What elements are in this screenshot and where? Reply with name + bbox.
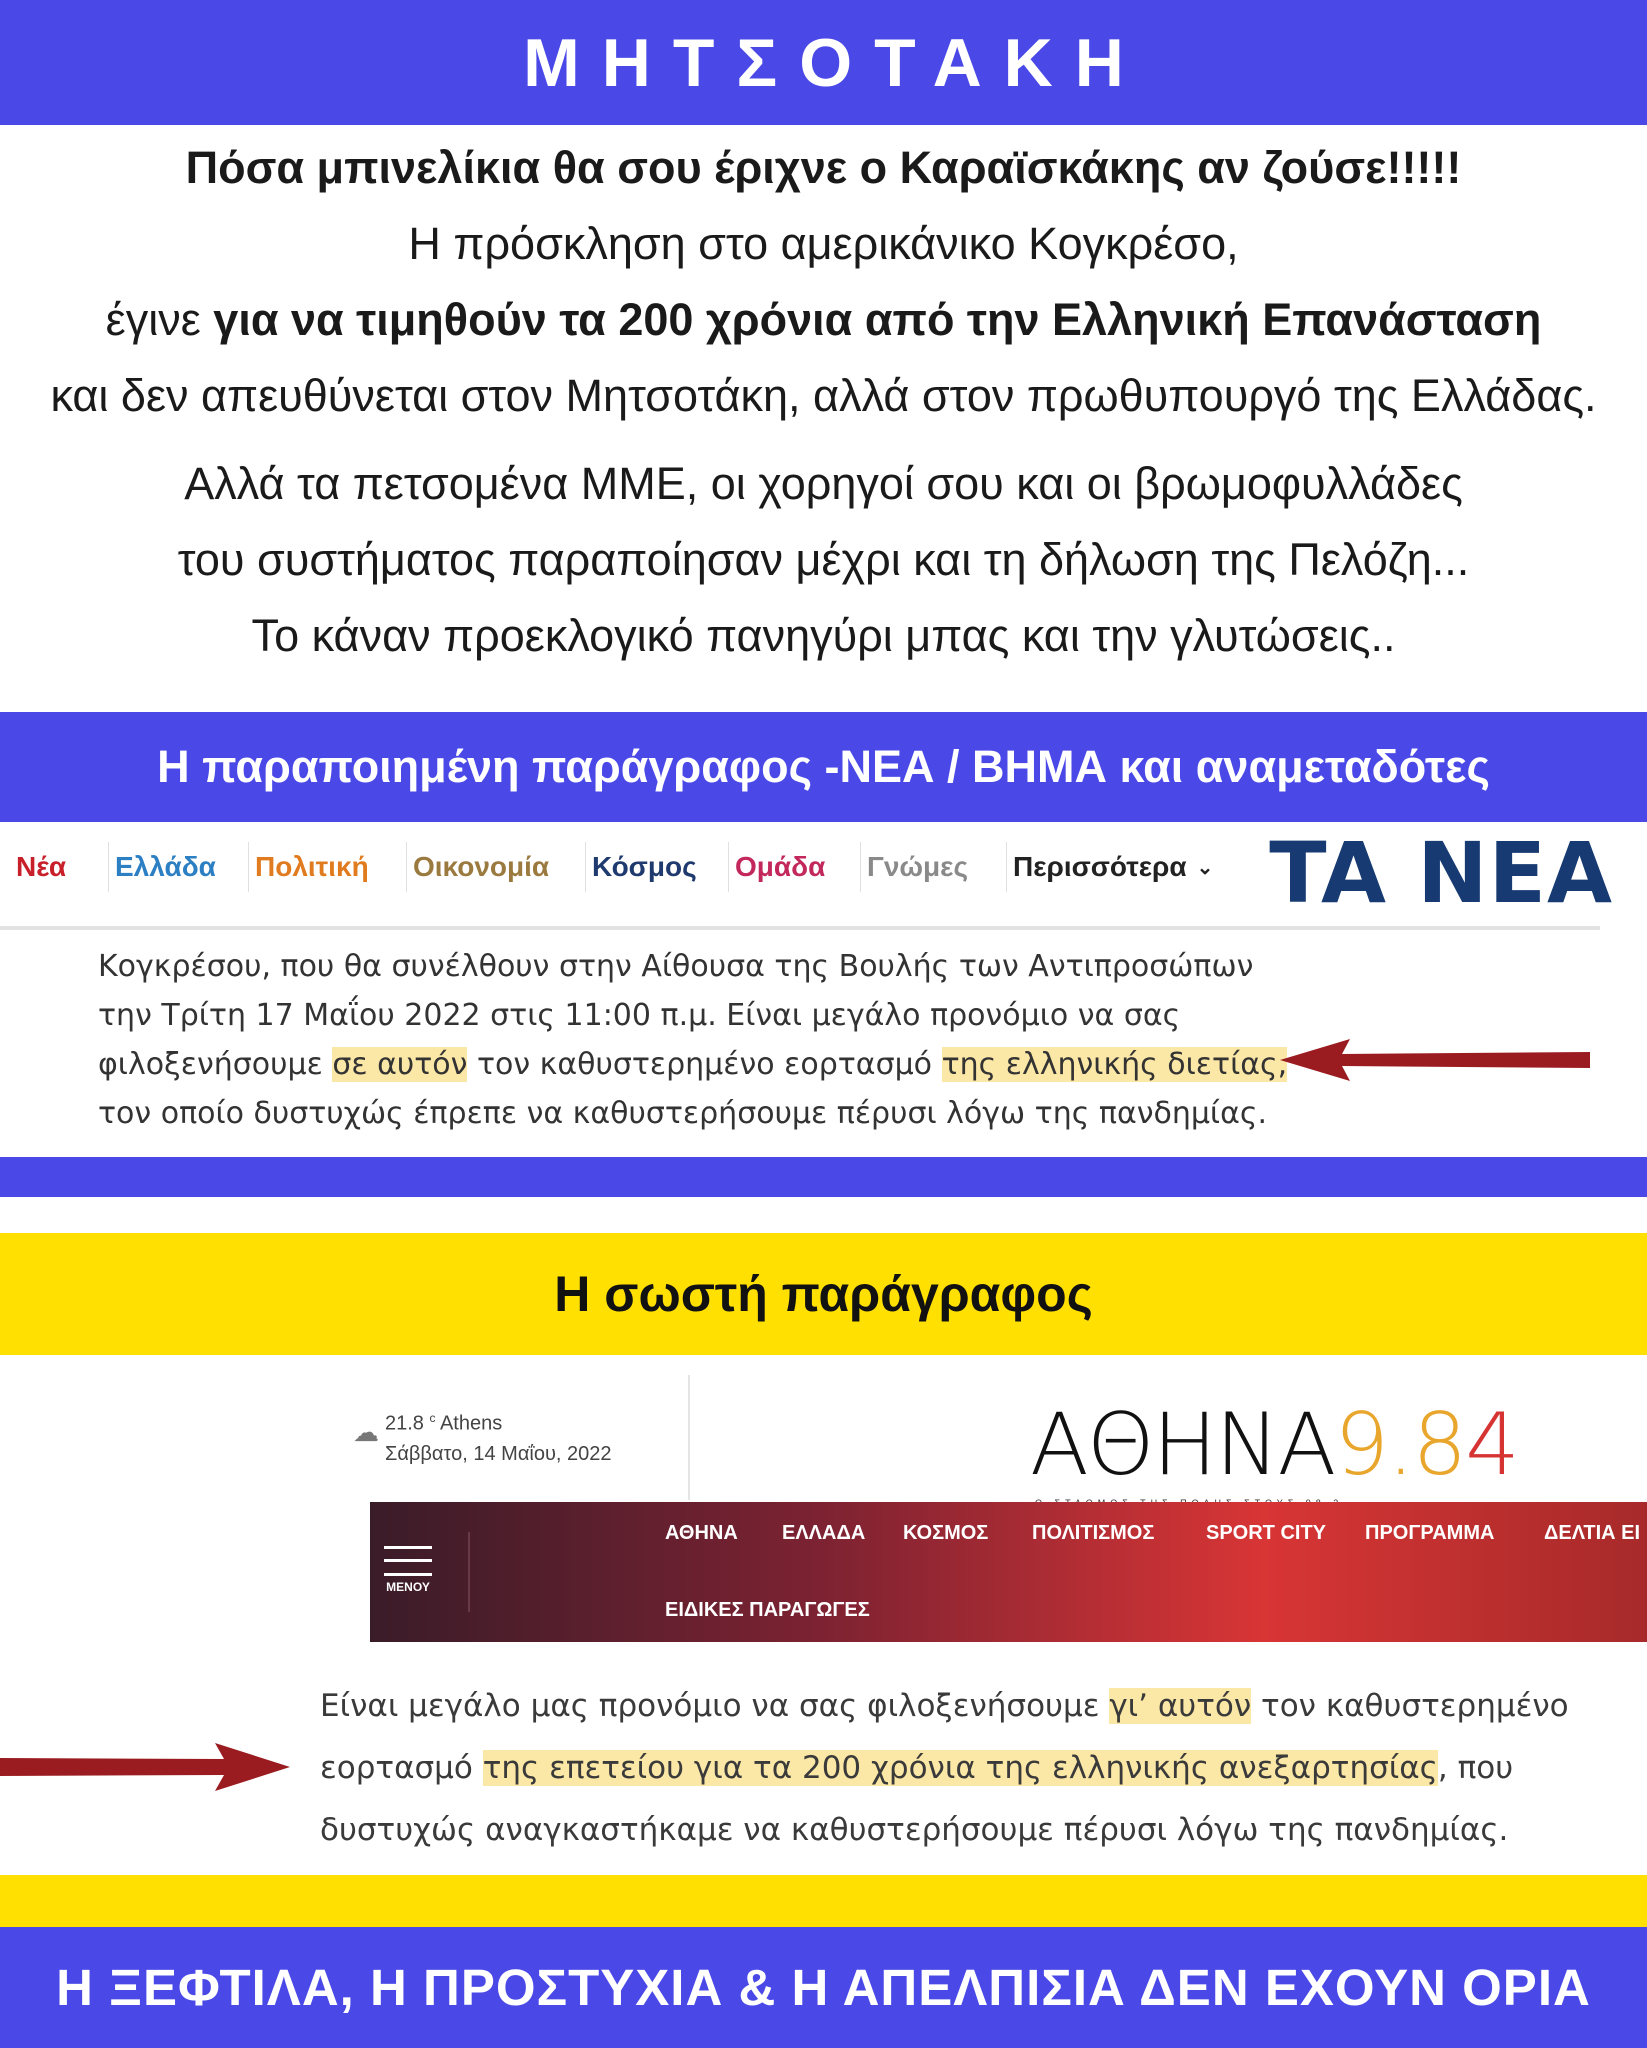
- nav-label: Νέα: [16, 851, 67, 882]
- athina-para-line-3: δυστυχώς αναγκαστήκαμε να καθυστερήσουμε πέρυσι λόγω της πανδημίας.: [320, 1812, 1509, 1848]
- tanea-nav: [0, 822, 1647, 922]
- highlight-span: της ελληνικής διετίας,: [941, 1047, 1288, 1082]
- nav-label: Ομάδα: [735, 851, 826, 882]
- arrow-left-icon: [1280, 1035, 1590, 1085]
- correct-section-band: [0, 1233, 1647, 1355]
- intro-line-3-prefix: έγινε: [105, 294, 214, 345]
- fake-section-band: [0, 712, 1647, 822]
- text-span: τον καθυστερημένο: [1251, 1688, 1569, 1724]
- nav-label: Περισσότερα: [1013, 851, 1187, 882]
- chevron-down-icon: ⌄: [1196, 856, 1214, 879]
- nav-item-perissotera[interactable]: [1006, 842, 1213, 892]
- menu-item-sport-city[interactable]: SPORT CITY: [1206, 1522, 1327, 1544]
- text-span: φιλοξενήσουμε: [98, 1047, 333, 1082]
- text-span: τον καθυστερημένο εορτασμό: [467, 1047, 942, 1082]
- text-span: , που: [1437, 1750, 1514, 1786]
- header-divider: [688, 1375, 690, 1500]
- intro-line-3-bold: για να τιμηθούν τα 200 χρόνια από την Ελληνική Επανάσταση: [213, 294, 1542, 345]
- menu-item-kosmos[interactable]: ΚΟΣΜΟΣ: [903, 1522, 989, 1544]
- highlight-span: γι’ αυτόν: [1109, 1688, 1252, 1724]
- menu-button[interactable]: [384, 1546, 432, 1594]
- menu-item-ellada[interactable]: ΕΛΛΑΔΑ: [782, 1522, 866, 1544]
- nav-item-nea[interactable]: [10, 842, 66, 892]
- yellow-divider-band: [0, 1875, 1647, 1927]
- logo-number: 9.8: [1334, 1395, 1466, 1495]
- tanea-para-line-1: Κογκρέσου, που θα συνέλθουν στην Αίθουσα της Βουλής των Αντιπροσώπων: [98, 949, 1254, 984]
- intro-line-2: Η πρόσκληση στο αμερικάνικο Κογκρέσο,: [408, 218, 1239, 269]
- blue-divider-band: [0, 1157, 1647, 1197]
- athina-screenshot: [0, 1355, 1647, 1875]
- header-band: [0, 0, 1647, 125]
- menu-item-eidikes-paragoges[interactable]: ΕΙΔΙΚΕΣ ΠΑΡΑΓΩΓΕΣ: [665, 1599, 870, 1621]
- nav-divider: [0, 926, 1600, 930]
- intro-line-3: [0, 282, 1647, 358]
- nav-item-politiki[interactable]: [248, 842, 369, 892]
- menu-item-deltia[interactable]: ΔΕΛΤΙΑ ΕΙ: [1544, 1522, 1641, 1544]
- nav-item-gnomes[interactable]: [860, 842, 968, 892]
- tanea-para-line-2: την Τρίτη 17 Μαΐου 2022 στις 11:00 π.μ. Είναι μεγάλο προνόμιο να σας: [98, 998, 1181, 1033]
- athina-paragraph: [320, 1675, 1569, 1861]
- nav-item-oikonomia[interactable]: [406, 842, 549, 892]
- logo-text: ΑΘΗΝΑ: [1030, 1395, 1335, 1495]
- menu-item-programma[interactable]: ΠΡΟΓΡΑΜΜΑ: [1365, 1522, 1495, 1544]
- logo-number-accent: 4: [1465, 1395, 1518, 1495]
- intro-line-6: του συστήματος παραποίησαν μέχρι και τη δήλωση της Πελόζη...: [177, 534, 1470, 585]
- tanea-paragraph: [98, 942, 1298, 1138]
- tanea-logo[interactable]: TA NEA: [1269, 824, 1613, 922]
- weather-temp: 21.8: [385, 1412, 424, 1435]
- athina-para-line-2: [320, 1737, 1569, 1799]
- intro-line-4: και δεν απευθύνεται στον Μητσοτάκη, αλλά στον πρωθυπουργό της Ελλάδας.: [50, 370, 1597, 421]
- weather-widget: [353, 1403, 612, 1469]
- text-span: εορτασμό: [320, 1750, 483, 1786]
- athina-logo[interactable]: [1030, 1395, 1518, 1495]
- highlight-span: της επετείου για τα 200 χρόνια της ελληνικής ανεξαρτησίας: [482, 1750, 1438, 1786]
- nav-label: Πολιτική: [255, 851, 369, 882]
- menu-label: ΜΕΝΟΥ: [386, 1580, 430, 1594]
- nav-label: Κόσμος: [592, 851, 697, 882]
- nav-label: Οικονομία: [413, 851, 550, 882]
- athina-para-line-1: [320, 1675, 1569, 1737]
- highlight-span: σε αυτόν: [332, 1047, 468, 1082]
- fake-section-title: Η παραποιημένη παράγραφος -ΝΕΑ / ΒΗΜΑ και αναμεταδότες: [157, 741, 1490, 792]
- weather-date: Σάββατο, 14 Μαΐου, 2022: [385, 1442, 612, 1465]
- hamburger-icon: [384, 1546, 432, 1576]
- nav-label: Ελλάδα: [115, 851, 216, 882]
- nav-item-kosmos[interactable]: [585, 842, 697, 892]
- weather-unit: c: [429, 1411, 436, 1425]
- nav-item-omada[interactable]: [728, 842, 825, 892]
- text-span: Είναι μεγάλο μας προνόμιο να σας φιλοξενήσουμε: [320, 1688, 1110, 1724]
- tanea-screenshot: [0, 822, 1647, 1157]
- nav-label: Γνώμες: [867, 851, 969, 882]
- arrow-right-icon: [0, 1739, 290, 1795]
- nav-item-ellada[interactable]: [108, 842, 216, 892]
- athina-menu-bar: [370, 1502, 1647, 1642]
- correct-section-title: Η σωστή παράγραφος: [554, 1266, 1093, 1322]
- intro-line-1: Πόσα μπινελίκια θα σου έριχνε ο Καραϊσκάκης αν ζούσε!!!!!: [185, 142, 1462, 193]
- header-title: ΜΗΤΣΟΤΑΚΗ: [523, 24, 1146, 101]
- menu-item-politismos[interactable]: ΠΟΛΙΤΙΣΜΟΣ: [1032, 1522, 1155, 1544]
- weather-city: Athens: [439, 1412, 503, 1435]
- menu-item-athina[interactable]: ΑΘΗΝΑ: [665, 1522, 738, 1544]
- menu-divider: [468, 1532, 470, 1612]
- intro-text: [0, 130, 1647, 674]
- footer-band: [0, 1927, 1647, 2048]
- cloud-icon: ☁: [353, 1417, 379, 1447]
- tanea-para-line-3: [98, 1040, 1298, 1089]
- footer-text: Η ΞΕΦΤΙΛΑ, Η ΠΡΟΣΤΥΧΙΑ & Η ΑΠΕΛΠΙΣΙΑ ΔΕΝ ΕΧΟΥΝ ΟΡΙΑ: [56, 1959, 1591, 2016]
- intro-line-5: Αλλά τα πετσομένα ΜΜΕ, οι χορηγοί σου και οι βρωμοφυλλάδες: [184, 458, 1463, 509]
- intro-line-7: Το κάναν προεκλογικό πανηγύρι μπας και την γλυτώσεις..: [251, 610, 1396, 661]
- tanea-para-line-4: τον οποίο δυστυχώς έπρεπε να καθυστερήσουμε πέρυσι λόγω της πανδημίας.: [98, 1096, 1268, 1131]
